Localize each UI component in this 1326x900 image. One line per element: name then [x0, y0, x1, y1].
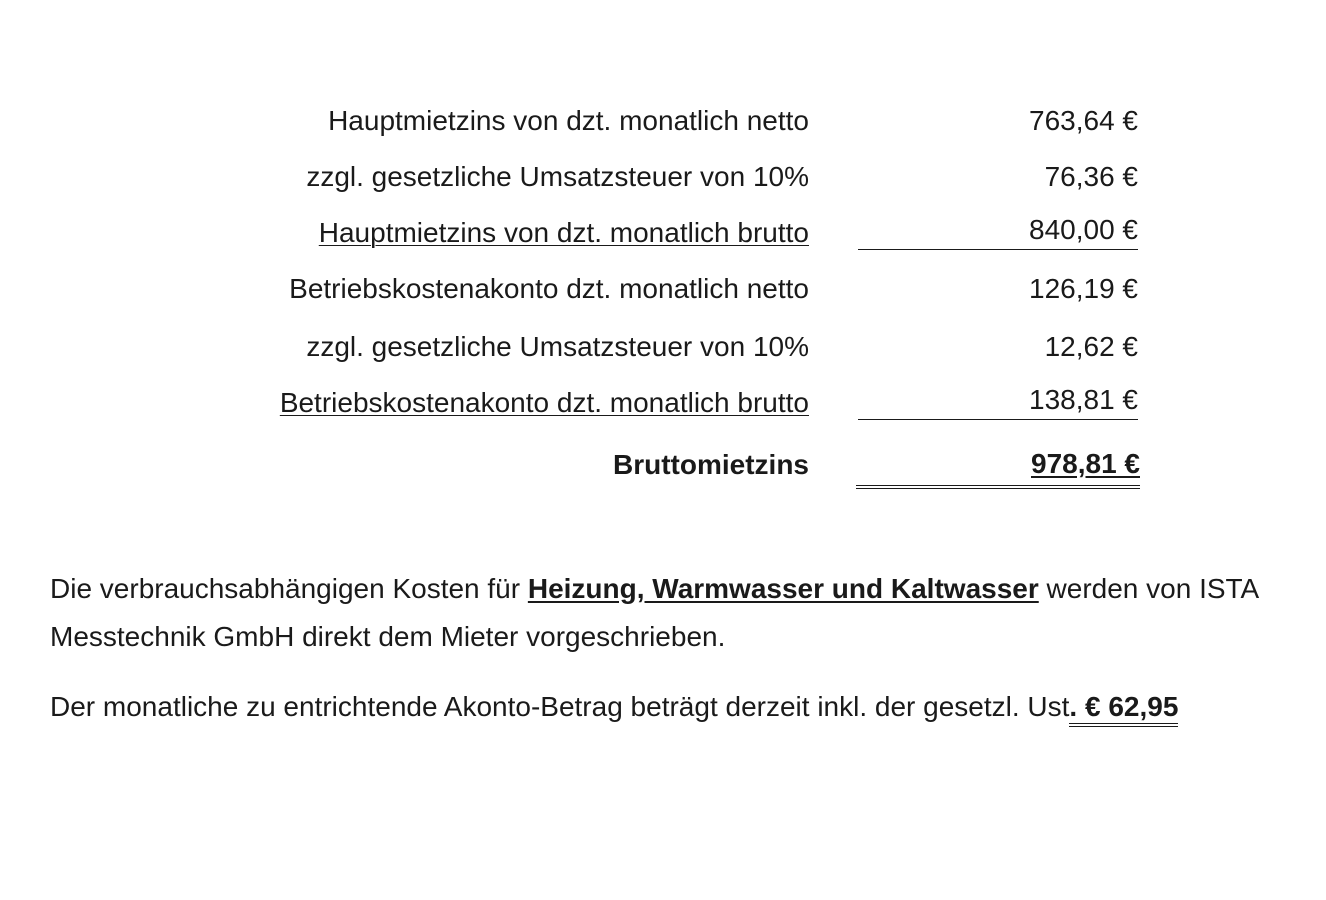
total-label: Bruttomietzins: [613, 449, 809, 480]
akonto-amount: . € 62,95: [1069, 691, 1178, 727]
row-label: zzgl. gesetzliche Umsatzsteuer von 10%: [306, 331, 809, 362]
paragraph-text-before: Die verbrauchsabhängigen Kosten für: [50, 573, 528, 604]
row-bruttomietzins-total: [0, 445, 1326, 485]
paragraph-highlight: Heizung, Warmwasser und Kaltwasser: [527, 573, 1039, 604]
row-label: Betriebskostenakonto dzt. monatlich netto: [289, 273, 809, 304]
row-amount: 76,36 €: [1044, 161, 1138, 192]
akonto-text: Der monatliche zu entrichtende Akonto-Betrag beträgt derzeit inkl. der gesetzl. Ust: [50, 691, 1070, 722]
row-label: zzgl. gesetzliche Umsatzsteuer von 10%: [306, 161, 809, 192]
row-amount: 138,81 €: [858, 383, 1138, 420]
paragraph-akonto: [50, 683, 1300, 731]
row-label: Betriebskostenakonto dzt. monatlich brutto: [279, 387, 809, 418]
row-hauptmietzins-brutto: [0, 213, 1326, 253]
row-hauptmietzins-netto: [0, 101, 1326, 141]
row-amount: 126,19 €: [1029, 273, 1138, 304]
row-betriebskosten-netto: [0, 269, 1326, 309]
row-hauptmietzins-ust: [0, 157, 1326, 197]
row-amount: 763,64 €: [1029, 105, 1138, 136]
row-betriebskosten-ust: [0, 327, 1326, 367]
row-betriebskosten-brutto: [0, 383, 1326, 423]
total-amount: 978,81 €: [856, 445, 1140, 489]
row-label: Hauptmietzins von dzt. monatlich netto: [328, 105, 809, 136]
paragraph-text-after: werden von ISTA Messtechnik GmbH direkt dem Mieter vorgeschrieben.: [50, 573, 1258, 652]
paragraph-verbrauchskosten: [50, 565, 1300, 661]
row-amount: 840,00 €: [858, 213, 1138, 250]
row-amount: 12,62 €: [1044, 331, 1138, 362]
row-label: Hauptmietzins von dzt. monatlich brutto: [318, 217, 809, 248]
